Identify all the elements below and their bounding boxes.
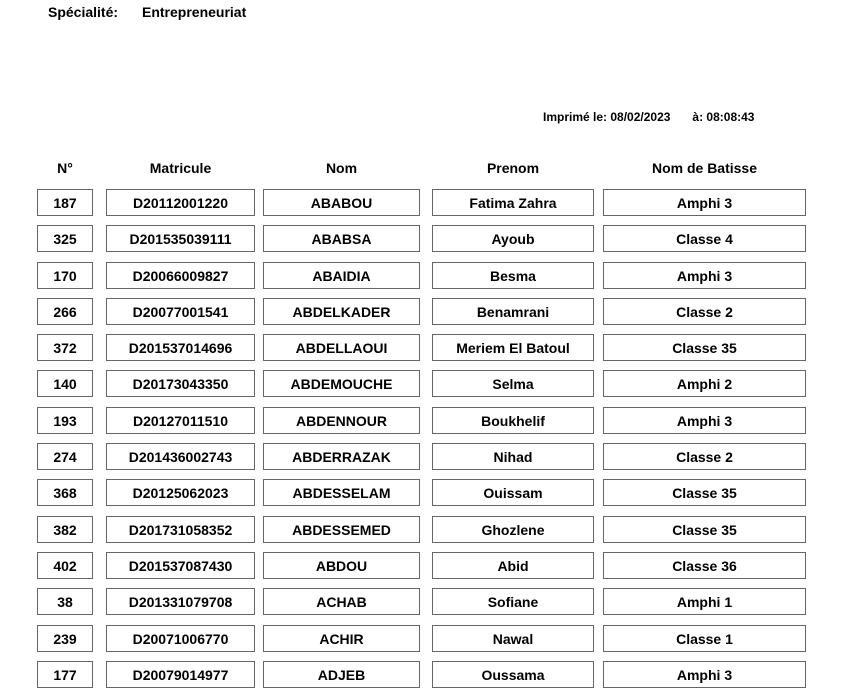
cell-prenom: Benamrani	[432, 298, 594, 325]
table-row	[0, 443, 845, 479]
table-row	[0, 189, 845, 225]
cell-batisse: Classe 36	[603, 552, 806, 579]
printed-timestamp	[543, 110, 754, 124]
table-row	[0, 661, 845, 697]
cell-batisse: Classe 35	[603, 334, 806, 361]
table-row	[0, 588, 845, 624]
table-row	[0, 370, 845, 406]
cell-numero: 140	[37, 370, 93, 397]
cell-numero: 274	[37, 443, 93, 470]
cell-prenom: Abid	[432, 552, 594, 579]
table-row	[0, 407, 845, 443]
cell-nom: ABAIDIA	[263, 262, 420, 289]
header-nom: Nom	[325, 160, 358, 176]
table-row	[0, 298, 845, 334]
cell-numero: 38	[37, 588, 93, 615]
cell-nom: ABDELKADER	[263, 298, 420, 325]
cell-numero: 402	[37, 552, 93, 579]
cell-batisse: Amphi 3	[603, 262, 806, 289]
cell-nom: ACHIR	[263, 625, 420, 652]
cell-prenom: Ouissam	[432, 479, 594, 506]
cell-batisse: Amphi 2	[603, 370, 806, 397]
cell-prenom: Boukhelif	[432, 407, 594, 434]
cell-matricule: D20173043350	[106, 370, 255, 397]
cell-prenom: Fatima Zahra	[432, 189, 594, 216]
cell-matricule: D20066009827	[106, 262, 255, 289]
cell-numero: 170	[37, 262, 93, 289]
cell-numero: 187	[37, 189, 93, 216]
cell-nom: ABDERRAZAK	[263, 443, 420, 470]
cell-nom: ABDOU	[263, 552, 420, 579]
cell-prenom: Selma	[432, 370, 594, 397]
header-numero: N°	[57, 160, 73, 176]
header-batisse: Nom de Batisse	[651, 160, 758, 176]
cell-numero: 325	[37, 225, 93, 252]
cell-nom: ABDENNOUR	[263, 407, 420, 434]
cell-batisse: Classe 2	[603, 443, 806, 470]
cell-nom: ABDESSELAM	[263, 479, 420, 506]
cell-prenom: Besma	[432, 262, 594, 289]
table-row	[0, 552, 845, 588]
cell-prenom: Sofiane	[432, 588, 594, 615]
cell-matricule: D20127011510	[106, 407, 255, 434]
cell-matricule: D20112001220	[106, 189, 255, 216]
printed-date: Imprimé le: 08/02/2023	[543, 110, 671, 124]
header-prenom: Prenom	[486, 160, 540, 176]
cell-batisse: Classe 2	[603, 298, 806, 325]
cell-nom: ABABSA	[263, 225, 420, 252]
cell-matricule: D20077001541	[106, 298, 255, 325]
table-row	[0, 516, 845, 552]
cell-numero: 239	[37, 625, 93, 652]
cell-numero: 177	[37, 661, 93, 688]
cell-numero: 266	[37, 298, 93, 325]
cell-matricule: D201537087430	[106, 552, 255, 579]
cell-matricule: D201535039111	[106, 225, 255, 252]
cell-numero: 372	[37, 334, 93, 361]
specialite-label: Spécialité:	[48, 4, 119, 20]
table-row	[0, 625, 845, 661]
student-table	[0, 189, 845, 697]
cell-prenom: Oussama	[432, 661, 594, 688]
cell-nom: ACHAB	[263, 588, 420, 615]
cell-batisse: Amphi 3	[603, 661, 806, 688]
cell-numero: 368	[37, 479, 93, 506]
table-row	[0, 262, 845, 298]
specialite-line	[48, 4, 246, 20]
cell-nom: ADJEB	[263, 661, 420, 688]
cell-numero: 382	[37, 516, 93, 543]
cell-matricule: D20071006770	[106, 625, 255, 652]
cell-batisse: Amphi 3	[603, 189, 806, 216]
cell-matricule: D20125062023	[106, 479, 255, 506]
cell-numero: 193	[37, 407, 93, 434]
cell-batisse: Amphi 1	[603, 588, 806, 615]
cell-matricule: D201331079708	[106, 588, 255, 615]
cell-nom: ABABOU	[263, 189, 420, 216]
cell-prenom: Meriem El Batoul	[432, 334, 594, 361]
cell-batisse: Amphi 3	[603, 407, 806, 434]
cell-batisse: Classe 4	[603, 225, 806, 252]
specialite-value: Entrepreneuriat	[142, 4, 247, 20]
cell-nom: ABDELLAOUI	[263, 334, 420, 361]
cell-matricule: D201731058352	[106, 516, 255, 543]
cell-matricule: D20079014977	[106, 661, 255, 688]
table-row	[0, 334, 845, 370]
table-row	[0, 225, 845, 261]
cell-prenom: Nihad	[432, 443, 594, 470]
cell-matricule: D201537014696	[106, 334, 255, 361]
cell-matricule: D201436002743	[106, 443, 255, 470]
cell-prenom: Ayoub	[432, 225, 594, 252]
cell-nom: ABDEMOUCHE	[263, 370, 420, 397]
printed-time: à: 08:08:43	[692, 110, 755, 124]
cell-prenom: Nawal	[432, 625, 594, 652]
cell-batisse: Classe 1	[603, 625, 806, 652]
header-matricule: Matricule	[149, 160, 212, 176]
cell-nom: ABDESSEMED	[263, 516, 420, 543]
cell-batisse: Classe 35	[603, 516, 806, 543]
table-row	[0, 479, 845, 515]
cell-prenom: Ghozlene	[432, 516, 594, 543]
cell-batisse: Classe 35	[603, 479, 806, 506]
